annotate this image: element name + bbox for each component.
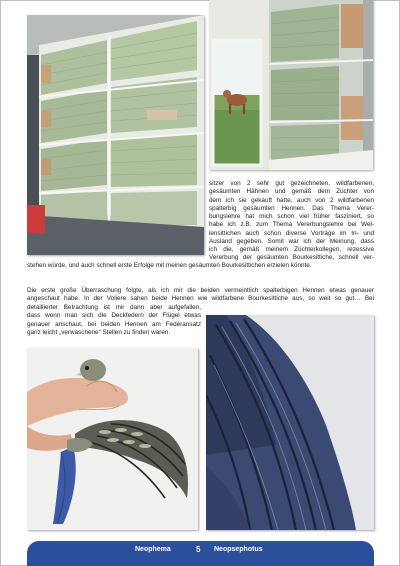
- paragraph-1-line: spalterbig gesäumten Hennen. Das Thema Verer-: [209, 204, 374, 212]
- paragraph-1-line: stehen würde, und auch schnell erste Erfolge mit meinen gesäumten Bourkesittichen erzielen könnte.: [27, 262, 312, 270]
- paragraph-1-line: habe ich z.B. zum Thema Vererbungslehre bei Wel-: [209, 221, 374, 229]
- hand-holding-bird-photo: [27, 348, 198, 530]
- paragraph-2-line: Die erste große Überraschung folgte, als ich mir die beiden vermeintlich spalterbigen Hennen etwas genauer: [27, 287, 374, 294]
- paragraph-1-line: bungslehre hat mich schon viel früher fasziniert, so: [209, 213, 374, 220]
- aviary-cages-photo: [27, 15, 204, 255]
- paragraph-2-line: dass wenn man sich die Deckfedern der Flügel etwas: [27, 312, 201, 320]
- article-paragraph-2-continued: [27, 304, 201, 337]
- footer-bar: [27, 541, 374, 566]
- paragraph-1-line: ich die, gemäß meinem Züchterkollegen, rezessive: [209, 246, 374, 253]
- article-paragraph-1-continued: [27, 254, 374, 271]
- article-paragraph-2: [27, 287, 374, 304]
- paragraph-2-line: ganz leicht „verwaschene“ Stellen zu finden waren.: [27, 328, 171, 336]
- page-number: 5: [196, 545, 201, 554]
- paragraph-1-line: sitzer von 2 sehr gut gezeichneten, wildfarbenen,: [209, 180, 374, 187]
- paragraph-1-line: gesäumten Hähnen und gemäß dem Züchter von: [209, 188, 374, 196]
- paragraph-2-line: genauer anschaut, bei beiden Hennen am Federansatz: [27, 320, 201, 328]
- paragraph-2-line: detaillierter Betrachtung ist mir dann aber aufgefallen,: [27, 304, 201, 311]
- article-paragraph-1: [209, 180, 374, 254]
- paragraph-2-line: angeschaut habe. In der Voliere sahen beide Hennen wie wildfarbene Bourkesittiche aus, so weit so gut… Bei: [27, 295, 374, 303]
- footer-right-title: Neopsephotus: [214, 546, 263, 553]
- paragraph-1-line: lensittichen auch schon diverse Vorträge im In- und: [209, 229, 374, 237]
- paragraph-1-line: Ausland gegeben. Somit war ich der Meinung, dass: [209, 237, 374, 245]
- paragraph-1-line: dem ich sie gekauft hatte, auch von 2 wildfarbenen: [209, 196, 374, 204]
- footer-left-title: Neophema: [135, 546, 171, 553]
- aviary-window-photo: [209, 0, 373, 170]
- paragraph-1-line: Vererbung der gesäumten Bourkesittiche, schnell ver-: [209, 254, 374, 261]
- wing-feathers-photo: [206, 315, 374, 530]
